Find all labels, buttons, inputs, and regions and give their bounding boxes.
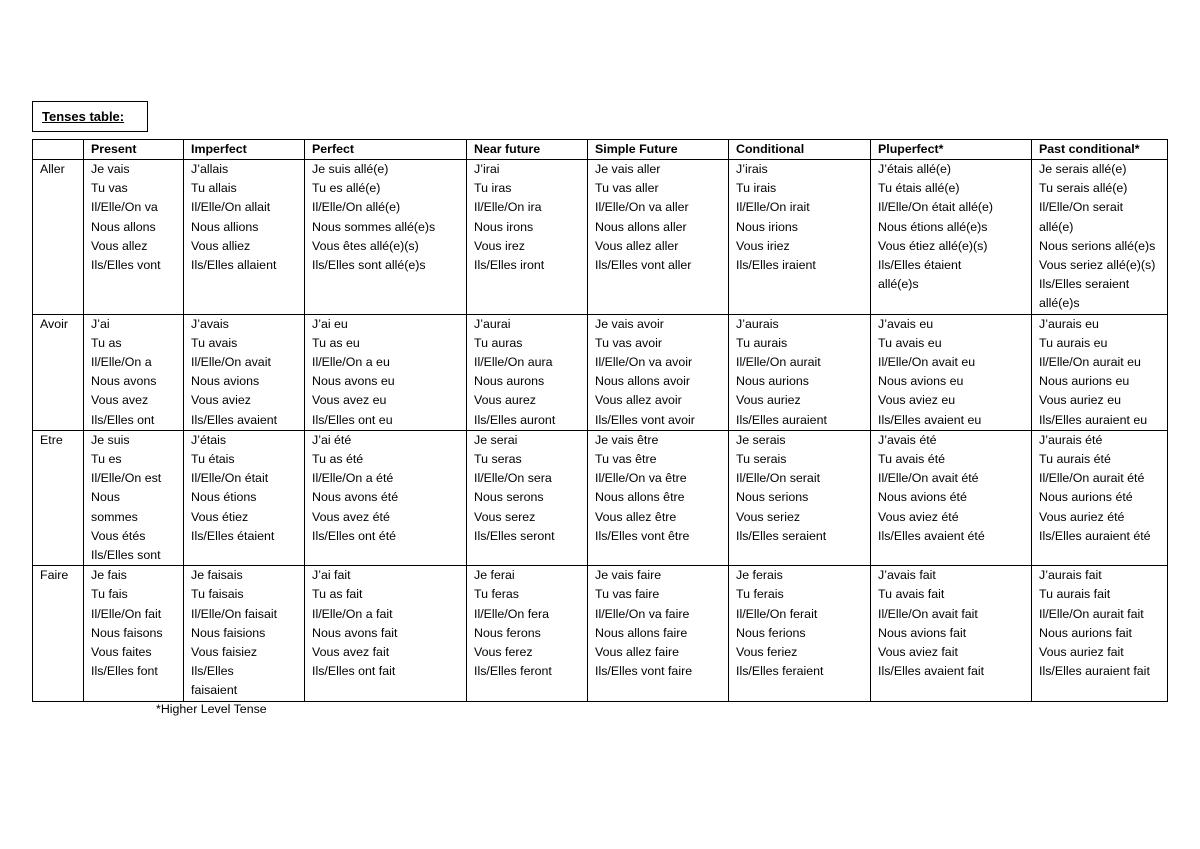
conjugation-line: Ils/Elles avaient — [191, 412, 278, 427]
conjugation-line: Ils/Elles seraient — [736, 528, 827, 543]
conjugation-line: Nous serions allé(e)s — [1039, 238, 1156, 253]
header-cell-past-conditional: Past conditional* — [1032, 140, 1168, 160]
conjugation-line: Ils/Elles — [191, 664, 234, 679]
conjugation-line: Je fais — [91, 568, 127, 583]
footnote: *Higher Level Tense — [156, 702, 267, 716]
conjugation-line: Il/Elle/On va — [91, 200, 158, 215]
verb-label: Etre — [33, 430, 84, 565]
conjugation-line: Je ferais — [736, 568, 783, 583]
conjugation-line: Vous auriez eu — [1039, 393, 1121, 408]
conjugation-line: Ils/Elles auraient fait — [1039, 664, 1150, 679]
conjugation-line: Nous ferons — [474, 625, 541, 640]
conjugation-line: Je vais — [91, 162, 130, 176]
conjugation-line: J’ai — [91, 316, 110, 331]
conjugation-line: Nous aurions été — [1039, 490, 1133, 505]
conjugation-line: Vous auriez — [736, 393, 801, 408]
conjugation-line: Nous — [91, 490, 120, 505]
conjugation-line: Il/Elle/On aurait fait — [1039, 606, 1144, 621]
conjugation-line: Vous feriez — [736, 645, 798, 660]
table-row — [33, 566, 1168, 701]
conjugation-line: Nous faisons — [91, 625, 163, 640]
conjugation-line: Nous avons eu — [312, 374, 395, 389]
conjugation-line: Il/Elle/On avait été — [878, 471, 979, 486]
conjugation-line: J’avais été — [878, 432, 937, 447]
conjugation-line: Tu étais allé(e) — [878, 181, 960, 196]
conjugation-line: Tu feras — [474, 587, 519, 602]
conjugation-cell — [184, 314, 305, 430]
conjugation-line: Vous avez — [91, 393, 149, 408]
conjugation-line: Je suis — [91, 432, 130, 447]
conjugation-line: J’ai été — [312, 432, 352, 447]
conjugation-cell — [305, 566, 467, 701]
conjugation-line: Vous ferez — [474, 645, 533, 660]
conjugation-line: Tu aurais — [736, 335, 788, 350]
conjugation-line: Vous iriez — [736, 238, 790, 253]
conjugation-line: sommes — [91, 509, 138, 524]
conjugation-line: Il/Elle/On aurait — [736, 355, 821, 370]
conjugation-line: Vous étiez allé(e)(s) — [878, 238, 988, 253]
conjugation-line: Je serais allé(e) — [1039, 162, 1127, 176]
conjugation-line: allé(e)s — [1039, 296, 1080, 311]
conjugation-line: Vous faites — [91, 645, 152, 660]
conjugation-line: Tu aurais eu — [1039, 335, 1108, 350]
conjugation-line: Ils/Elles iraient — [736, 258, 816, 273]
conjugation-line: Il/Elle/On ira — [474, 200, 542, 215]
table-row — [33, 314, 1168, 430]
conjugation-line: Vous étiez — [191, 509, 249, 524]
conjugation-line: Vous aviez — [191, 393, 251, 408]
conjugation-line: J’aurais eu — [1039, 316, 1099, 331]
conjugation-line: Il/Elle/On fait — [91, 606, 162, 621]
conjugation-line: Il/Elle/On avait eu — [878, 355, 976, 370]
conjugation-line: Il/Elle/On faisait — [191, 606, 278, 621]
conjugation-cell — [871, 160, 1032, 315]
conjugation-line: Il/Elle/On fera — [474, 606, 550, 621]
conjugation-line: Vous allez aller — [595, 238, 679, 253]
tenses-table — [32, 139, 1168, 702]
conjugation-line: Il/Elle/On aura — [474, 355, 553, 370]
verb-label: Aller — [33, 160, 84, 315]
conjugation-line: Je serai — [474, 432, 518, 447]
conjugation-line: Il/Elle/On avait — [191, 355, 271, 370]
conjugation-line: Tu as fait — [312, 587, 363, 602]
conjugation-line: Vous aviez fait — [878, 645, 958, 660]
conjugation-line: Ils/Elles vont faire — [595, 664, 693, 679]
conjugation-line: Ils/Elles avaient fait — [878, 664, 985, 679]
conjugation-line: Vous seriez — [736, 509, 801, 524]
conjugation-line: Vous seriez allé(e)(s) — [1039, 258, 1156, 273]
table-row — [33, 430, 1168, 565]
conjugation-line: Vous alliez — [191, 238, 251, 253]
conjugation-cell — [84, 566, 184, 701]
conjugation-line: Nous ferions — [736, 625, 806, 640]
conjugation-line: J’aurais fait — [1039, 568, 1102, 583]
conjugation-line: Vous avez été — [312, 509, 390, 524]
conjugation-line: Nous allons avoir — [595, 374, 691, 389]
conjugation-line: Tu seras — [474, 452, 522, 467]
conjugation-line: Ils/Elles auraient été — [1039, 528, 1151, 543]
conjugation-cell — [184, 430, 305, 565]
conjugation-line: Ils/Elles vont avoir — [595, 412, 695, 427]
conjugation-line: Nous allons aller — [595, 219, 687, 234]
conjugation-line: Tu vas aller — [595, 181, 659, 196]
header-cell-present: Present — [84, 140, 184, 160]
conjugation-line: Nous allons être — [595, 490, 685, 505]
conjugation-line: Tu fais — [91, 587, 128, 602]
conjugation-line: Tu serais — [736, 452, 787, 467]
conjugation-cell — [871, 430, 1032, 565]
conjugation-line: Tu vas — [91, 181, 128, 196]
conjugation-line: Tu avais eu — [878, 335, 942, 350]
conjugation-line: Tu as eu — [312, 335, 360, 350]
conjugation-line: Vous étés — [91, 528, 146, 543]
conjugation-cell — [871, 314, 1032, 430]
conjugation-line: Vous avez eu — [312, 393, 387, 408]
conjugation-line: Ils/Elles avaient été — [878, 528, 985, 543]
conjugation-line: Je vais avoir — [595, 316, 664, 331]
conjugation-line: J’avais — [191, 316, 229, 331]
conjugation-line: Nous avons — [91, 374, 157, 389]
header-cell-pluperfect: Pluperfect* — [871, 140, 1032, 160]
conjugation-line: Il/Elle/On serait — [736, 471, 821, 486]
conjugation-line: J’étais allé(e) — [878, 162, 951, 176]
conjugation-line: Ils/Elles font — [91, 664, 158, 679]
conjugation-line: Vous aurez — [474, 393, 536, 408]
conjugation-cell — [84, 430, 184, 565]
conjugation-line: J’étais — [191, 432, 227, 447]
conjugation-cell — [1032, 160, 1168, 315]
conjugation-line: Il/Elle/On sera — [474, 471, 552, 486]
conjugation-line: Vous auriez fait — [1039, 645, 1124, 660]
conjugation-line: Vous allez avoir — [595, 393, 682, 408]
conjugation-line: J’aurais — [736, 316, 779, 331]
conjugation-line: Nous faisions — [191, 625, 266, 640]
conjugation-line: Tu auras — [474, 335, 523, 350]
conjugation-line: Nous étions — [191, 490, 257, 505]
conjugation-line: Tu as — [91, 335, 122, 350]
conjugation-line: Nous avions fait — [878, 625, 967, 640]
conjugation-cell — [184, 566, 305, 701]
conjugation-cell — [1032, 566, 1168, 701]
conjugation-line: Tu avais fait — [878, 587, 945, 602]
conjugation-line: Je faisais — [191, 568, 243, 583]
conjugation-line: Nous avons fait — [312, 625, 398, 640]
conjugation-cell — [729, 566, 871, 701]
conjugation-line: Vous avez fait — [312, 645, 390, 660]
conjugation-line: Nous sommes allé(e)s — [312, 219, 436, 234]
conjugation-line: Ils/Elles seront — [474, 528, 555, 543]
conjugation-line: Ils/Elles allaient — [191, 258, 277, 273]
conjugation-line: Nous irions — [736, 219, 798, 234]
conjugation-line: J’allais — [191, 162, 229, 176]
conjugation-line: Nous étions allé(e)s — [878, 219, 988, 234]
conjugation-line: J’irai — [474, 162, 500, 176]
conjugation-line: Nous avons été — [312, 490, 399, 505]
conjugation-cell — [729, 314, 871, 430]
conjugation-line: Je vais faire — [595, 568, 662, 583]
conjugation-line: Nous allons — [91, 219, 156, 234]
conjugation-line: Tu es — [91, 452, 122, 467]
conjugation-line: Vous allez être — [595, 509, 677, 524]
header-cell-corner — [33, 140, 84, 160]
conjugation-line: Il/Elle/On allait — [191, 200, 271, 215]
conjugation-line: Nous aurions — [736, 374, 810, 389]
conjugation-line: Il/Elle/On ferait — [736, 606, 818, 621]
conjugation-cell — [305, 314, 467, 430]
conjugation-line: Il/Elle/On va faire — [595, 606, 690, 621]
header-cell-perfect: Perfect — [305, 140, 467, 160]
conjugation-line: J’avais fait — [878, 568, 936, 583]
conjugation-line: Tu avais — [191, 335, 238, 350]
conjugation-line: Vous irez — [474, 238, 525, 253]
header-cell-conditional: Conditional — [729, 140, 871, 160]
conjugation-line: Il/Elle/On était — [191, 471, 269, 486]
conjugation-line: Il/Elle/On était allé(e) — [878, 200, 994, 215]
conjugation-line: Nous serions — [736, 490, 809, 505]
conjugation-line: Tu aurais fait — [1039, 587, 1111, 602]
conjugation-line: Ils/Elles auront — [474, 412, 556, 427]
conjugation-line: Il/Elle/On va aller — [595, 200, 689, 215]
conjugation-cell — [184, 160, 305, 315]
verb-label: Faire — [33, 566, 84, 701]
header-cell-near-future: Near future — [467, 140, 588, 160]
conjugation-cell — [305, 430, 467, 565]
conjugation-line: Ils/Elles sont allé(e)s — [312, 258, 426, 273]
conjugation-line: J’ai fait — [312, 568, 351, 583]
conjugation-line: Ils/Elles iront — [474, 258, 545, 273]
conjugation-line: Ils/Elles vont aller — [595, 258, 692, 273]
conjugation-line: Ils/Elles vont être — [595, 528, 690, 543]
conjugation-line: Nous irons — [474, 219, 534, 234]
conjugation-line: Je vais aller — [595, 162, 661, 176]
conjugation-line: Il/Elle/On allé(e) — [312, 200, 401, 215]
header-row — [33, 140, 1168, 160]
conjugation-line: Tu allais — [191, 181, 237, 196]
conjugation-line: Tu irais — [736, 181, 777, 196]
conjugation-line: Nous aurions eu — [1039, 374, 1130, 389]
conjugation-cell — [305, 160, 467, 315]
header-cell-imperfect: Imperfect — [184, 140, 305, 160]
conjugation-line: Tu serais allé(e) — [1039, 181, 1128, 196]
conjugation-line: Vous allez — [91, 238, 148, 253]
conjugation-line: Ils/Elles auraient — [736, 412, 827, 427]
conjugation-line: Tu iras — [474, 181, 512, 196]
conjugation-line: Tu vas être — [595, 452, 657, 467]
conjugation-line: Nous serons — [474, 490, 544, 505]
conjugation-line: Nous avions — [191, 374, 260, 389]
conjugation-line: Je serais — [736, 432, 786, 447]
conjugation-line: Vous serez — [474, 509, 536, 524]
conjugation-line: Tu as été — [312, 452, 364, 467]
conjugation-cell — [467, 566, 588, 701]
conjugation-line: Il/Elle/On aurait été — [1039, 471, 1145, 486]
conjugation-line: allé(e) — [1039, 219, 1074, 234]
conjugation-line: Ils/Elles avaient eu — [878, 412, 982, 427]
conjugation-cell — [84, 314, 184, 430]
table-title: Tenses table: — [32, 101, 148, 132]
conjugation-line: Il/Elle/On va être — [595, 471, 687, 486]
conjugation-line: Il/Elle/On a fait — [312, 606, 393, 621]
conjugation-cell — [588, 160, 729, 315]
conjugation-line: Il/Elle/On a été — [312, 471, 394, 486]
header-cell-simple-future: Simple Future — [588, 140, 729, 160]
conjugation-line: Il/Elle/On avait fait — [878, 606, 978, 621]
conjugation-line: Nous avions eu — [878, 374, 964, 389]
conjugation-line: Il/Elle/On serait — [1039, 200, 1124, 215]
conjugation-line: Il/Elle/On va avoir — [595, 355, 693, 370]
conjugation-cell — [588, 430, 729, 565]
conjugation-line: Il/Elle/On aurait eu — [1039, 355, 1141, 370]
table-row — [33, 160, 1168, 315]
conjugation-line: Ils/Elles étaient — [878, 258, 962, 273]
conjugation-line: Ils/Elles ont eu — [312, 412, 393, 427]
conjugation-line: Vous êtes allé(e)(s) — [312, 238, 419, 253]
conjugation-cell — [871, 566, 1032, 701]
conjugation-line: Ils/Elles ont — [91, 412, 155, 427]
conjugation-line: allé(e)s — [878, 277, 919, 292]
conjugation-line: Je vais être — [595, 432, 659, 447]
verb-label: Avoir — [33, 314, 84, 430]
conjugation-cell — [1032, 314, 1168, 430]
conjugation-line: Vous aviez été — [878, 509, 959, 524]
conjugation-line: Tu ferais — [736, 587, 784, 602]
conjugation-line: Tu faisais — [191, 587, 244, 602]
conjugation-line: Tu es allé(e) — [312, 181, 381, 196]
conjugation-line: Vous aviez eu — [878, 393, 956, 408]
conjugation-line: Ils/Elles étaient — [191, 528, 275, 543]
conjugation-cell — [84, 160, 184, 315]
conjugation-line: Nous aurons — [474, 374, 545, 389]
conjugation-line: J’aurai — [474, 316, 511, 331]
conjugation-cell — [729, 430, 871, 565]
conjugation-line: faisaient — [191, 683, 238, 698]
conjugation-line: Je suis allé(e) — [312, 162, 389, 176]
conjugation-line: Il/Elle/On est — [91, 471, 162, 486]
conjugation-line: Tu vas faire — [595, 587, 660, 602]
conjugation-line: Ils/Elles feront — [474, 664, 552, 679]
conjugation-cell — [467, 430, 588, 565]
conjugation-line: J’aurais été — [1039, 432, 1103, 447]
conjugation-line: Tu aurais été — [1039, 452, 1111, 467]
conjugation-line: Ils/Elles auraient eu — [1039, 412, 1148, 427]
conjugation-line: Tu avais été — [878, 452, 946, 467]
conjugation-line: Nous aurions fait — [1039, 625, 1132, 640]
conjugation-line: Nous avions été — [878, 490, 967, 505]
conjugation-line: Vous allez faire — [595, 645, 680, 660]
conjugation-cell — [467, 314, 588, 430]
conjugation-line: Tu étais — [191, 452, 235, 467]
conjugation-line: Je ferai — [474, 568, 515, 583]
conjugation-line: Vous auriez été — [1039, 509, 1125, 524]
conjugation-line: Il/Elle/On a — [91, 355, 152, 370]
conjugation-cell — [729, 160, 871, 315]
conjugation-line: Nous allons faire — [595, 625, 688, 640]
conjugation-line: Il/Elle/On irait — [736, 200, 810, 215]
conjugation-line: J’irais — [736, 162, 768, 176]
conjugation-line: Tu vas avoir — [595, 335, 663, 350]
conjugation-line: Il/Elle/On a eu — [312, 355, 390, 370]
conjugation-line: J’ai eu — [312, 316, 348, 331]
conjugation-cell — [1032, 430, 1168, 565]
conjugation-line: Ils/Elles ont été — [312, 528, 397, 543]
conjugation-cell — [588, 314, 729, 430]
conjugation-cell — [467, 160, 588, 315]
conjugation-line: Ils/Elles vont — [91, 258, 161, 273]
conjugation-line: Ils/Elles sont — [91, 548, 161, 563]
conjugation-line: Ils/Elles feraient — [736, 664, 824, 679]
conjugation-line: Ils/Elles seraient — [1039, 277, 1130, 292]
conjugation-line: J’avais eu — [878, 316, 934, 331]
conjugation-line: Ils/Elles ont fait — [312, 664, 396, 679]
conjugation-line: Vous faisiez — [191, 645, 258, 660]
conjugation-line: Nous allions — [191, 219, 259, 234]
conjugation-cell — [588, 566, 729, 701]
